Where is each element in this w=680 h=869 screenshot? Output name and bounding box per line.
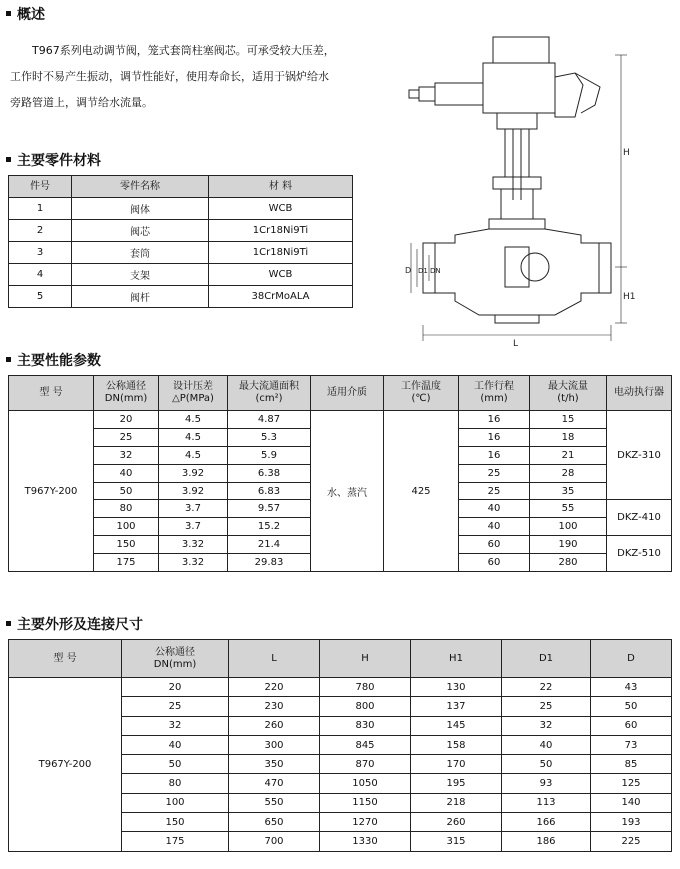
col-header-stroke (459, 376, 530, 411)
cell: 220 (229, 678, 320, 697)
cell: 60 (459, 536, 530, 554)
cell: 6.38 (228, 464, 311, 482)
header-text: (cm²) (255, 393, 283, 404)
performance-table (8, 375, 672, 572)
cell: 158 (411, 735, 502, 754)
cell: 100 (530, 518, 607, 536)
cell: 16 (459, 411, 530, 429)
cell: 4.5 (159, 428, 228, 446)
cell: 73 (591, 735, 672, 754)
cell: 60 (459, 554, 530, 572)
cell: 93 (502, 774, 591, 793)
cell: 28 (530, 464, 607, 482)
cell: 1Cr18Ni9Ti (209, 242, 353, 264)
col-header-flow (530, 376, 607, 411)
cell: 870 (320, 755, 411, 774)
cell: 18 (530, 428, 607, 446)
cell: 140 (591, 793, 672, 812)
cell: 5.9 (228, 446, 311, 464)
cell: 5.3 (228, 428, 311, 446)
cell: 80 (122, 774, 229, 793)
col-header-H1: H1 (411, 640, 502, 678)
cell: 260 (411, 813, 502, 832)
cell: 280 (530, 554, 607, 572)
table-header-row (9, 176, 353, 198)
header-text: △P(MPa) (172, 393, 214, 404)
header-text: 工作温度 (401, 381, 441, 392)
cell: 3.7 (159, 500, 228, 518)
cell: 137 (411, 697, 502, 716)
cell: 175 (94, 554, 159, 572)
cell: 40 (459, 500, 530, 518)
cell: 230 (229, 697, 320, 716)
cell: 支架 (72, 264, 209, 286)
header-text: 设计压差 (173, 381, 213, 392)
model-cell: T967Y-200 (9, 678, 122, 852)
dim-label-D1: D1 (418, 267, 428, 275)
cell: 15 (530, 411, 607, 429)
bullet-square-icon (6, 157, 11, 162)
table-row (9, 220, 353, 242)
cell: 50 (94, 482, 159, 500)
cell: 3.7 (159, 518, 228, 536)
cell: 4.5 (159, 411, 228, 429)
cell: 195 (411, 774, 502, 793)
cell: 350 (229, 755, 320, 774)
cell: 40 (502, 735, 591, 754)
cell: 50 (502, 755, 591, 774)
header-text: 公称通径 (155, 646, 195, 658)
section-title-overview (6, 4, 45, 24)
cell: 3.92 (159, 482, 228, 500)
dimensions-table (8, 639, 672, 852)
dim-label-DN: DN (430, 267, 441, 275)
col-header-actuator: 电动执行器 (607, 376, 672, 411)
cell: 3.32 (159, 554, 228, 572)
cell: 130 (411, 678, 502, 697)
cell: 650 (229, 813, 320, 832)
col-header: 材 料 (209, 176, 353, 198)
cell: 16 (459, 428, 530, 446)
cell: 225 (591, 832, 672, 851)
cell: 1 (9, 198, 72, 220)
col-header-dn (94, 376, 159, 411)
header-text: (℃) (411, 393, 431, 404)
dim-label-D: D (405, 266, 412, 275)
table-header-row (9, 640, 672, 678)
actuator-cell: DKZ-410 (607, 500, 672, 536)
model-cell: T967Y-200 (9, 411, 94, 572)
table-row (9, 678, 672, 697)
table-row (9, 198, 353, 220)
header-text: 最大流量 (548, 381, 588, 392)
header-text: (t/h) (557, 393, 579, 404)
col-header-H: H (320, 640, 411, 678)
cell: 25 (122, 697, 229, 716)
col-header-dn (122, 640, 229, 678)
header-text: 工作行程 (474, 381, 514, 392)
section-title-text: 主要外形及连接尺寸 (17, 617, 143, 633)
cell: 150 (122, 813, 229, 832)
cell: 16 (459, 446, 530, 464)
cell: 830 (320, 716, 411, 735)
cell: 25 (459, 482, 530, 500)
cell: 25 (502, 697, 591, 716)
temp-cell: 425 (384, 411, 459, 572)
col-header-model: 型 号 (9, 376, 94, 411)
cell: 9.57 (228, 500, 311, 518)
cell: 阀芯 (72, 220, 209, 242)
cell: 1Cr18Ni9Ti (209, 220, 353, 242)
col-header-L: L (229, 640, 320, 678)
dim-label-L: L (513, 339, 519, 349)
cell: 阀杆 (72, 286, 209, 308)
cell: 32 (94, 446, 159, 464)
section-title-parts (6, 150, 101, 170)
table-row (9, 411, 672, 429)
cell: 845 (320, 735, 411, 754)
cell: 300 (229, 735, 320, 754)
cell: 50 (122, 755, 229, 774)
header-text: DN(mm) (153, 658, 197, 670)
section-title-dimensions (6, 614, 143, 634)
cell: 21 (530, 446, 607, 464)
valve-drawing (405, 25, 675, 350)
col-header-medium: 适用介质 (311, 376, 384, 411)
col-header-area (228, 376, 311, 411)
bullet-square-icon (6, 11, 11, 16)
header-text: 最大流通面积 (239, 381, 299, 392)
cell: 35 (530, 482, 607, 500)
cell: 22 (502, 678, 591, 697)
cell: 1150 (320, 793, 411, 812)
cell: 780 (320, 678, 411, 697)
cell: 4 (9, 264, 72, 286)
parts-table (8, 175, 353, 308)
cell: 193 (591, 813, 672, 832)
bullet-square-icon (6, 357, 11, 362)
dim-label-H1: H1 (623, 292, 636, 302)
intro-line: 工作时不易产生振动，调节性能好，使用寿命长，适用于锅炉给水 (10, 70, 329, 83)
col-header-model: 型 号 (9, 640, 122, 678)
cell: 170 (411, 755, 502, 774)
cell: 186 (502, 832, 591, 851)
medium-cell: 水、蒸汽 (311, 411, 384, 572)
section-title-text: 概述 (17, 7, 45, 23)
cell: 4.5 (159, 446, 228, 464)
cell: 100 (122, 793, 229, 812)
actuator-body (483, 63, 555, 113)
cell: 40 (122, 735, 229, 754)
col-header: 零件名称 (72, 176, 209, 198)
cell: 21.4 (228, 536, 311, 554)
cell: 50 (591, 697, 672, 716)
col-header-dp (159, 376, 228, 411)
cell: 25 (94, 428, 159, 446)
cell: WCB (209, 198, 353, 220)
cell: 700 (229, 832, 320, 851)
cell: 1270 (320, 813, 411, 832)
header-text: DN(mm) (104, 393, 148, 404)
cell: 60 (591, 716, 672, 735)
section-title-text: 主要性能参数 (17, 353, 101, 369)
cell: WCB (209, 264, 353, 286)
col-header-D: D (591, 640, 672, 678)
col-header-D1: D1 (502, 640, 591, 678)
cell: 3.32 (159, 536, 228, 554)
cell: 43 (591, 678, 672, 697)
cell: 40 (459, 518, 530, 536)
cell: 125 (591, 774, 672, 793)
section-title-text: 主要零件材料 (17, 153, 101, 169)
cell: 32 (122, 716, 229, 735)
actuator-cell: DKZ-310 (607, 411, 672, 500)
actuator-cell: DKZ-510 (607, 536, 672, 572)
cell: 20 (122, 678, 229, 697)
cell: 1330 (320, 832, 411, 851)
cell: 80 (94, 500, 159, 518)
cell: 25 (459, 464, 530, 482)
table-header-row (9, 376, 672, 411)
cell: 190 (530, 536, 607, 554)
cell: 1050 (320, 774, 411, 793)
cell: 6.83 (228, 482, 311, 500)
header-text: 公称通径 (106, 381, 146, 392)
cell: 5 (9, 286, 72, 308)
cell: 32 (502, 716, 591, 735)
section-title-performance (6, 350, 101, 370)
actuator-cap (493, 37, 549, 63)
cell: 800 (320, 697, 411, 716)
cell: 85 (591, 755, 672, 774)
cell: 315 (411, 832, 502, 851)
cell: 145 (411, 716, 502, 735)
cell: 55 (530, 500, 607, 518)
table-row (9, 242, 353, 264)
cell: 470 (229, 774, 320, 793)
col-header-temp (384, 376, 459, 411)
cell: 100 (94, 518, 159, 536)
cell: 29.83 (228, 554, 311, 572)
cell: 3.92 (159, 464, 228, 482)
cell: 阀体 (72, 198, 209, 220)
cell: 2 (9, 220, 72, 242)
col-header: 件号 (9, 176, 72, 198)
cell: 113 (502, 793, 591, 812)
cell: 4.87 (228, 411, 311, 429)
cell: 260 (229, 716, 320, 735)
intro-line: T967系列电动调节阀，笼式套筒柱塞阀芯。可承受较大压差， (32, 44, 335, 57)
header-text: (mm) (480, 393, 508, 404)
cell: 550 (229, 793, 320, 812)
cell: 40 (94, 464, 159, 482)
intro-paragraph (10, 38, 355, 116)
dim-label-H: H (623, 148, 630, 158)
cell: 20 (94, 411, 159, 429)
cell: 175 (122, 832, 229, 851)
cell: 3 (9, 242, 72, 264)
table-row (9, 264, 353, 286)
cell: 166 (502, 813, 591, 832)
cell: 150 (94, 536, 159, 554)
cell: 38CrMoALA (209, 286, 353, 308)
cell: 15.2 (228, 518, 311, 536)
bullet-square-icon (6, 621, 11, 626)
cell: 套筒 (72, 242, 209, 264)
cell: 218 (411, 793, 502, 812)
table-row (9, 286, 353, 308)
intro-line: 旁路管道上，调节给水流量。 (10, 96, 153, 109)
